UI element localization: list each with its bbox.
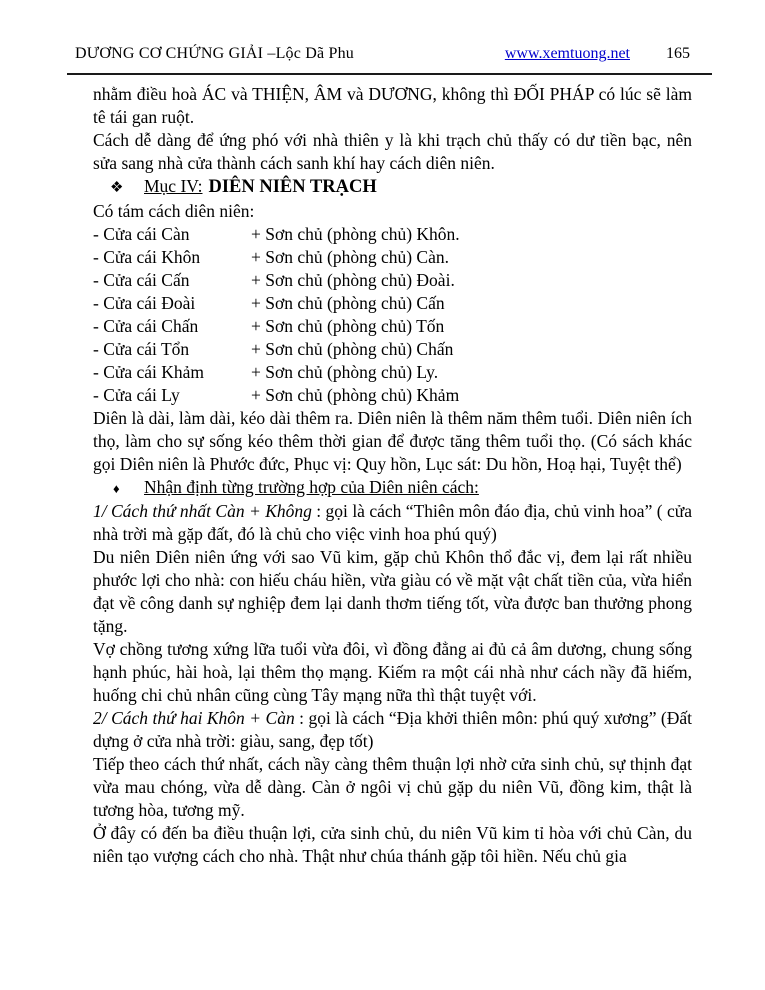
website-link[interactable]: www.xemtuong.net	[504, 45, 630, 62]
door-cell: - Cửa cái Cấn	[93, 270, 190, 290]
door-cell: - Cửa cái Đoài	[93, 293, 196, 313]
paragraph-intro-2: Cách dễ dàng để ứng phó với nhà thiên y là khi trạch chủ thấy có dư tiền bạc, nên sửa sang nhà cửa thành cách sanh khí hay cách diên niên.	[93, 130, 692, 173]
door-cell: - Cửa cái Càn	[93, 224, 190, 244]
case2-rest: : gọi là cách “Địa khởi thiên môn: phú quý xương” (Đất dựng ở cửa nhà trời: giàu, sang, đẹp tốt)	[93, 708, 693, 751]
page-body	[0, 75, 765, 868]
book-title: DƯƠNG CƠ CHỨNG GIẢI –Lộc Dã Phu	[75, 45, 355, 62]
case1-lead: 1/ Cách thứ nhất Càn + Không	[93, 501, 312, 521]
list-item	[93, 315, 692, 338]
subsection-heading	[93, 476, 692, 500]
paragraph-case2-b: Ở đây có đến ba điều thuận lợi, cửa sinh chủ, du niên Vũ kim tỉ hòa với chủ Càn, du niên tạo vượng cách cho nhà. Thật như chúa thánh gặp tôi hiền. Nếu chủ gia	[93, 823, 692, 866]
list-item	[93, 246, 692, 269]
subsection-title: Nhận định từng trường hợp của Diên niên cách:	[144, 477, 479, 497]
paragraph-case1-b: Vợ chồng tương xứng lữa tuổi vừa đôi, vì đồng đẳng ai đủ cả âm dương, chung sống hạnh phúc, hài hoà, lại thêm thọ mạng. Kiếm ra một cái nhà như cách nầy đã hiếm, huống chi chủ nhân cũng cùng Tây mạng nữa thì thật tuyệt với.	[93, 639, 692, 705]
paragraph-case1-a: Du niên Diên niên ứng với sao Vũ kim, gặp chủ Khôn thổ đắc vị, đem lại rất nhiều phước lợi cho nhà: con hiếu cháu hiền, vừa giàu có về mặt vật chất tiền của, vừa hiển đạt về công danh sự nghiệp đem lại danh thơm tiếng tốt, vừa được ban thưởng phong tặng.	[93, 547, 692, 636]
section-title: DIÊN NIÊN TRẠCH	[208, 177, 377, 197]
list-item	[93, 269, 692, 292]
page-header	[0, 0, 765, 63]
list-item	[93, 223, 692, 246]
section-heading	[93, 175, 692, 200]
owner-cell: + Sơn chủ (phòng chủ) Ly.	[251, 362, 439, 382]
owner-cell: + Sơn chủ (phòng chủ) Càn.	[251, 247, 449, 267]
door-cell: - Cửa cái Khôn	[93, 247, 201, 267]
list-item	[93, 384, 692, 407]
diamond-cluster-icon: ❖	[110, 180, 124, 196]
owner-cell: + Sơn chủ (phòng chủ) Đoài.	[251, 270, 455, 290]
list-intro: Có tám cách diên niên:	[93, 201, 255, 221]
owner-cell: + Sơn chủ (phòng chủ) Chấn	[251, 339, 454, 359]
door-cell: - Cửa cái Ly	[93, 385, 180, 405]
list-item	[93, 338, 692, 361]
diamond-icon: ♦	[113, 481, 120, 496]
list-item	[93, 292, 692, 315]
owner-cell: + Sơn chủ (phòng chủ) Khôn.	[251, 224, 460, 244]
door-cell: - Cửa cái Khảm	[93, 362, 205, 382]
owner-cell: + Sơn chủ (phòng chủ) Tốn	[251, 316, 445, 336]
paragraph-dien-nien: Diên là dài, làm dài, kéo dài thêm ra. Diên niên là thêm năm thêm tuổi. Diên niên ích thọ, làm cho sự sống kéo thêm thời gian để được tăng thêm tuổi thọ. (Có sách khác gọi Diên niên là Phước đức, Phục vị: Quy hồn, Lục sát: Du hồn, Hoạ hại, Tuyệt thể)	[93, 408, 692, 474]
paragraph-case2-a: Tiếp theo cách thứ nhất, cách nầy càng thêm thuận lợi nhờ cửa sinh chủ, sự thịnh đạt vừa mau chóng, vừa dễ dàng. Càn ở ngôi vị chủ gặp du niên Vũ, đồng kim, thật là tương hòa, tương mỹ.	[93, 754, 692, 820]
paragraph-case1-heading	[93, 500, 692, 546]
paragraph-intro-1: nhằm điều hoà ÁC và THIỆN, ÂM và DƯƠNG, không thì ĐỐI PHÁP có lúc sẽ làm tê tái gan ruột.	[93, 84, 692, 127]
paragraph-case2-heading	[93, 707, 692, 753]
page-number: 165	[666, 45, 690, 62]
section-label: Mục IV:	[144, 176, 203, 196]
door-cell: - Cửa cái Chấn	[93, 316, 199, 336]
case1-rest: : gọi là cách “Thiên môn đáo địa, chủ vinh hoa” ( cửa nhà trời mà gặp đất, đó là chủ cho việc vinh hoa phú quý)	[93, 501, 692, 544]
owner-cell: + Sơn chủ (phòng chủ) Khảm	[251, 385, 460, 405]
case2-lead: 2/ Cách thứ hai Khôn + Càn	[93, 708, 295, 728]
door-cell: - Cửa cái Tổn	[93, 339, 190, 359]
owner-cell: + Sơn chủ (phòng chủ) Cấn	[251, 293, 445, 313]
list-item	[93, 361, 692, 384]
